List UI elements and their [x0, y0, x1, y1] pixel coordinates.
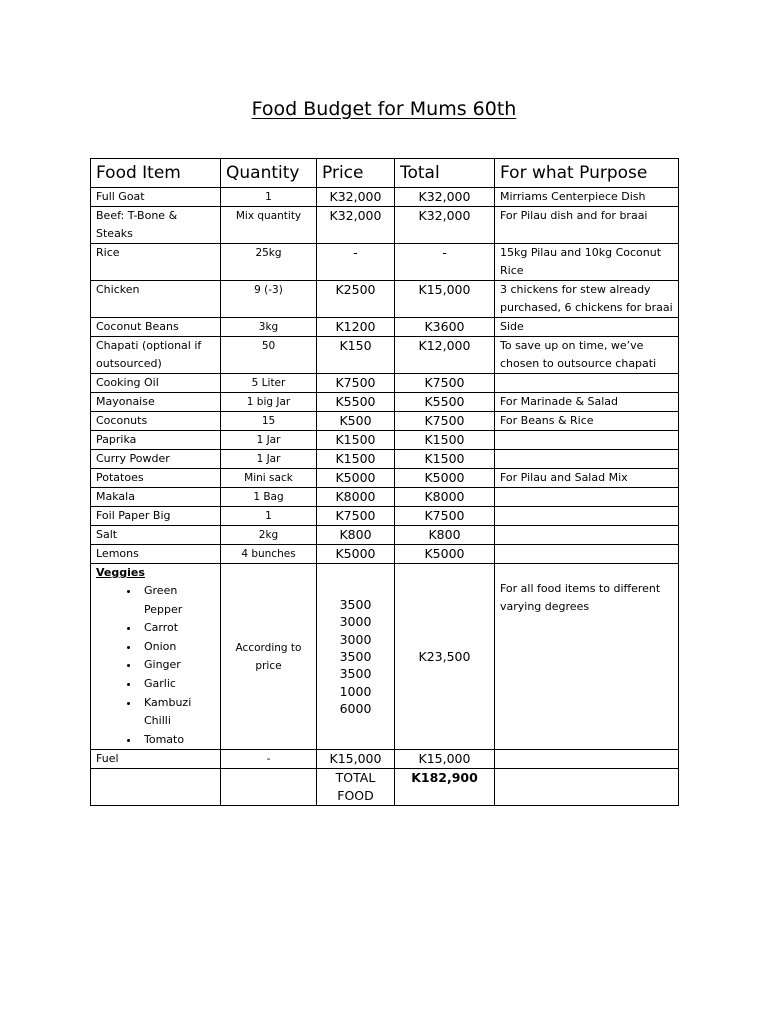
- veggie-item: • Ginger: [140, 656, 215, 675]
- grand-total-row: [91, 769, 679, 806]
- purpose-cell: For Marinade & Salad: [495, 393, 679, 412]
- price-cell: K8000: [317, 488, 395, 507]
- total-cell: K5000: [395, 469, 495, 488]
- purpose-cell: For Pilau dish and for braai: [495, 207, 679, 244]
- food-item-cell: Coconut Beans: [91, 318, 221, 337]
- food-item-cell: Full Goat: [91, 188, 221, 207]
- price-cell: K7500: [317, 507, 395, 526]
- food-item-cell: Chapati (optional if outsourced): [91, 337, 221, 374]
- purpose-cell: 15kg Pilau and 10kg Coconut Rice: [495, 244, 679, 281]
- total-cell: K7500: [395, 374, 495, 393]
- document-title: Food Budget for Mums 60th: [251, 98, 517, 120]
- total-cell: K8000: [395, 488, 495, 507]
- quantity-cell: -: [221, 750, 317, 769]
- food-item-cell: Beef: T-Bone & Steaks: [91, 207, 221, 244]
- veggie-price: 3500: [339, 666, 372, 682]
- quantity-cell: 50: [221, 337, 317, 374]
- purpose-cell: [495, 750, 679, 769]
- food-item-cell: Rice: [91, 244, 221, 281]
- veggie-item: • Onion: [140, 638, 215, 657]
- fuel-row: [91, 750, 679, 769]
- purpose-cell: [495, 488, 679, 507]
- empty-cell: [221, 769, 317, 806]
- veggies-total-cell: K23,500: [395, 564, 495, 750]
- veggie-price: 3000: [339, 614, 372, 630]
- price-cell: K7500: [317, 374, 395, 393]
- quantity-cell: 25kg: [221, 244, 317, 281]
- quantity-cell: 1 Bag: [221, 488, 317, 507]
- table-row: [91, 507, 679, 526]
- food-item-cell: Curry Powder: [91, 450, 221, 469]
- price-cell: K1200: [317, 318, 395, 337]
- quantity-cell: 3kg: [221, 318, 317, 337]
- grand-total-value: K182,900: [395, 769, 495, 806]
- veggie-item: • Kambuzi Chilli: [140, 694, 215, 731]
- header-row: [91, 159, 679, 188]
- veggies-label: Veggies: [96, 566, 145, 579]
- table-row: [91, 526, 679, 545]
- veggie-item: • Carrot: [140, 619, 215, 638]
- quantity-cell: 2kg: [221, 526, 317, 545]
- table-row: [91, 431, 679, 450]
- veggies-prices-cell: [317, 564, 395, 750]
- total-cell: -: [395, 244, 495, 281]
- table-body: [91, 188, 679, 806]
- total-cell: K32,000: [395, 207, 495, 244]
- food-item-cell: Potatoes: [91, 469, 221, 488]
- quantity-cell: 1 Jar: [221, 431, 317, 450]
- veggie-item: • Green Pepper: [140, 582, 215, 619]
- total-cell: K5500: [395, 393, 495, 412]
- table-row: [91, 488, 679, 507]
- food-item-cell: Fuel: [91, 750, 221, 769]
- quantity-cell: Mix quantity: [221, 207, 317, 244]
- price-cell: K1500: [317, 450, 395, 469]
- quantity-cell: 9 (-3): [221, 281, 317, 318]
- empty-cell: [495, 769, 679, 806]
- price-cell: K32,000: [317, 207, 395, 244]
- veggies-list: [96, 582, 215, 749]
- total-cell: K800: [395, 526, 495, 545]
- food-item-cell: Paprika: [91, 431, 221, 450]
- total-cell: K5000: [395, 545, 495, 564]
- quantity-cell: 15: [221, 412, 317, 431]
- price-cell: K150: [317, 337, 395, 374]
- price-cell: K32,000: [317, 188, 395, 207]
- purpose-cell: For Beans & Rice: [495, 412, 679, 431]
- table-row: [91, 281, 679, 318]
- food-item-cell: Lemons: [91, 545, 221, 564]
- veggie-price: 1000: [339, 683, 372, 699]
- price-cell: K500: [317, 412, 395, 431]
- purpose-cell: [495, 431, 679, 450]
- quantity-cell: 4 bunches: [221, 545, 317, 564]
- header-food-item: Food Item: [91, 159, 221, 188]
- header-purpose: For what Purpose: [495, 159, 679, 188]
- veggie-price: 3500: [339, 596, 372, 612]
- food-item-cell: Salt: [91, 526, 221, 545]
- table-row: [91, 469, 679, 488]
- table-row: [91, 337, 679, 374]
- header-total: Total: [395, 159, 495, 188]
- purpose-cell: [495, 507, 679, 526]
- food-item-cell: Cooking Oil: [91, 374, 221, 393]
- food-item-cell: Makala: [91, 488, 221, 507]
- total-cell: K7500: [395, 412, 495, 431]
- total-cell: K1500: [395, 431, 495, 450]
- purpose-cell: For Pilau and Salad Mix: [495, 469, 679, 488]
- table-row: [91, 188, 679, 207]
- total-cell: K12,000: [395, 337, 495, 374]
- veggies-row: [91, 564, 679, 750]
- purpose-cell: To save up on time, we’ve chosen to outsource chapati: [495, 337, 679, 374]
- purpose-cell: [495, 450, 679, 469]
- table-row: [91, 374, 679, 393]
- purpose-cell: [495, 545, 679, 564]
- food-item-cell: Foil Paper Big: [91, 507, 221, 526]
- price-cell: K5500: [317, 393, 395, 412]
- quantity-cell: Mini sack: [221, 469, 317, 488]
- price-cell: K800: [317, 526, 395, 545]
- header-price: Price: [317, 159, 395, 188]
- total-cell: K3600: [395, 318, 495, 337]
- price-cell: K1500: [317, 431, 395, 450]
- purpose-cell: [495, 374, 679, 393]
- quantity-cell: 5 Liter: [221, 374, 317, 393]
- total-cell: K32,000: [395, 188, 495, 207]
- veggie-item: • Garlic: [140, 675, 215, 694]
- table-row: [91, 412, 679, 431]
- veggie-price: 6000: [339, 701, 372, 717]
- header-quantity: Quantity: [221, 159, 317, 188]
- total-cell: K7500: [395, 507, 495, 526]
- total-cell: K15,000: [395, 281, 495, 318]
- purpose-cell: Mirriams Centerpiece Dish: [495, 188, 679, 207]
- quantity-cell: 1: [221, 188, 317, 207]
- veggies-quantity-cell: According to price: [221, 564, 317, 750]
- empty-cell: [91, 769, 221, 806]
- veggies-purpose-cell: [495, 564, 679, 750]
- food-item-cell: Mayonaise: [91, 393, 221, 412]
- veggie-price: 3500: [339, 648, 372, 664]
- table-row: [91, 207, 679, 244]
- veggies-cell: [91, 564, 221, 750]
- purpose-cell: [495, 526, 679, 545]
- quantity-cell: 1: [221, 507, 317, 526]
- price-cell: K5000: [317, 469, 395, 488]
- total-food-label: TOTAL FOOD: [317, 769, 395, 806]
- veggie-price: 3000: [339, 631, 372, 647]
- price-cell: K2500: [317, 281, 395, 318]
- quantity-cell: 1 Jar: [221, 450, 317, 469]
- total-cell: K15,000: [395, 750, 495, 769]
- quantity-cell: 1 big Jar: [221, 393, 317, 412]
- purpose-cell: 3 chickens for stew already purchased, 6 chickens for braai: [495, 281, 679, 318]
- purpose-cell: Side: [495, 318, 679, 337]
- veggie-item: • Tomato: [140, 731, 215, 750]
- table-row: [91, 244, 679, 281]
- price-cell: -: [317, 244, 395, 281]
- budget-table: [90, 158, 679, 806]
- food-item-cell: Coconuts: [91, 412, 221, 431]
- table-row: [91, 545, 679, 564]
- price-cell: K5000: [317, 545, 395, 564]
- total-cell: K1500: [395, 450, 495, 469]
- veggies-purpose-text: For all food items to different varying degrees: [500, 582, 661, 613]
- table-row: [91, 318, 679, 337]
- table-row: [91, 393, 679, 412]
- table-row: [91, 450, 679, 469]
- price-cell: K15,000: [317, 750, 395, 769]
- food-item-cell: Chicken: [91, 281, 221, 318]
